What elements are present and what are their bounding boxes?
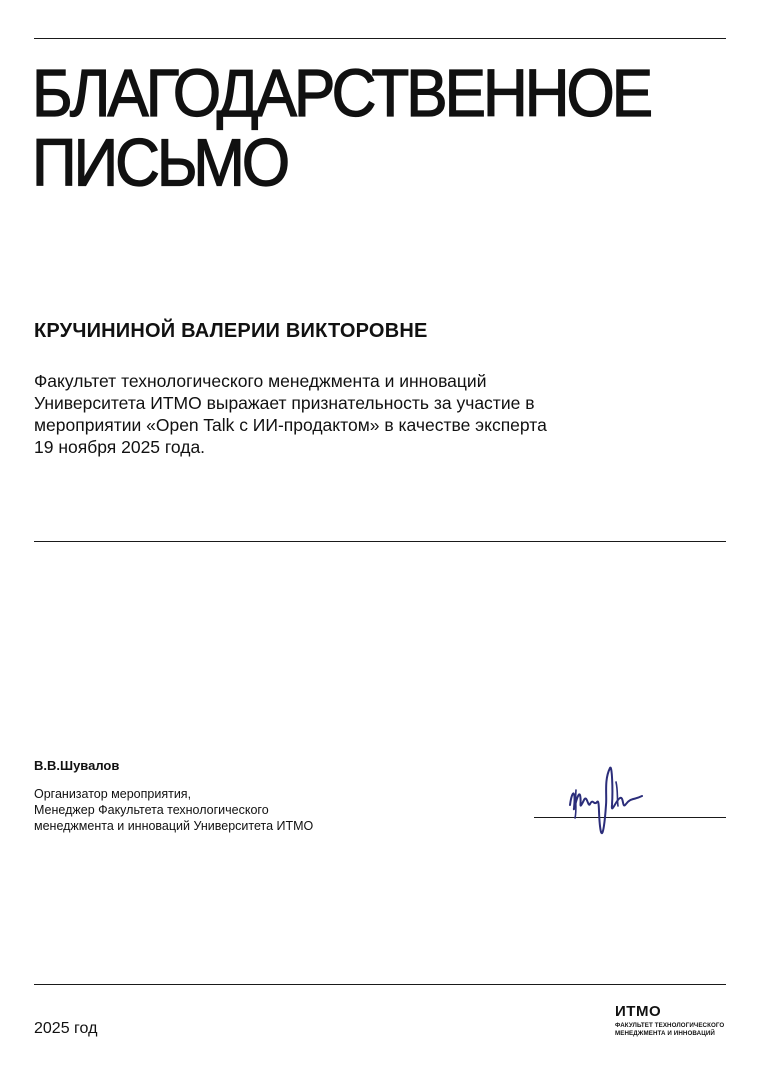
- letter-body: [34, 370, 714, 458]
- logo-subtitle: [615, 1022, 745, 1037]
- logo-sub-line-2: МЕНЕДЖМЕНТА И ИННОВАЦИЙ: [615, 1029, 715, 1037]
- body-line-3: мероприятии «Open Talk с ИИ-продактом» в качестве эксперта: [34, 415, 547, 435]
- bottom-divider: [34, 984, 726, 985]
- itmo-logo: [615, 1004, 745, 1037]
- handwritten-signature-icon: [560, 760, 660, 845]
- title-line-1: БЛАГОДАРСТВЕННОЕ: [32, 56, 651, 132]
- signer-role-line-2: Менеджер Факультета технологического: [34, 803, 269, 817]
- body-line-2: Университета ИТМО выражает признательность за участие в: [34, 393, 535, 413]
- signer-role: [34, 786, 313, 834]
- middle-divider: [34, 541, 726, 542]
- logo-word: ИТМО: [615, 1003, 662, 1020]
- body-line-4: 19 ноября 2025 года.: [34, 437, 206, 457]
- document-year: 2025 год: [34, 1020, 98, 1037]
- logo-sub-line-1: ФАКУЛЬТЕТ ТЕХНОЛОГИЧЕСКОГО: [615, 1022, 725, 1029]
- top-divider: [34, 38, 726, 39]
- recipient-name: КРУЧИНИНОЙ ВАЛЕРИИ ВИКТОРОВНЕ: [34, 320, 428, 342]
- body-line-1: Факультет технологического менеджмента и инноваций: [34, 371, 487, 391]
- signer-role-line-1: Организатор мероприятия,: [34, 787, 192, 801]
- document-title: [32, 56, 651, 201]
- signer-name: В.В.Шувалов: [34, 758, 120, 773]
- title-line-2: ПИСЬМО: [32, 125, 288, 201]
- signer-role-line-3: менеджмента и инноваций Университета ИТМО: [34, 819, 314, 833]
